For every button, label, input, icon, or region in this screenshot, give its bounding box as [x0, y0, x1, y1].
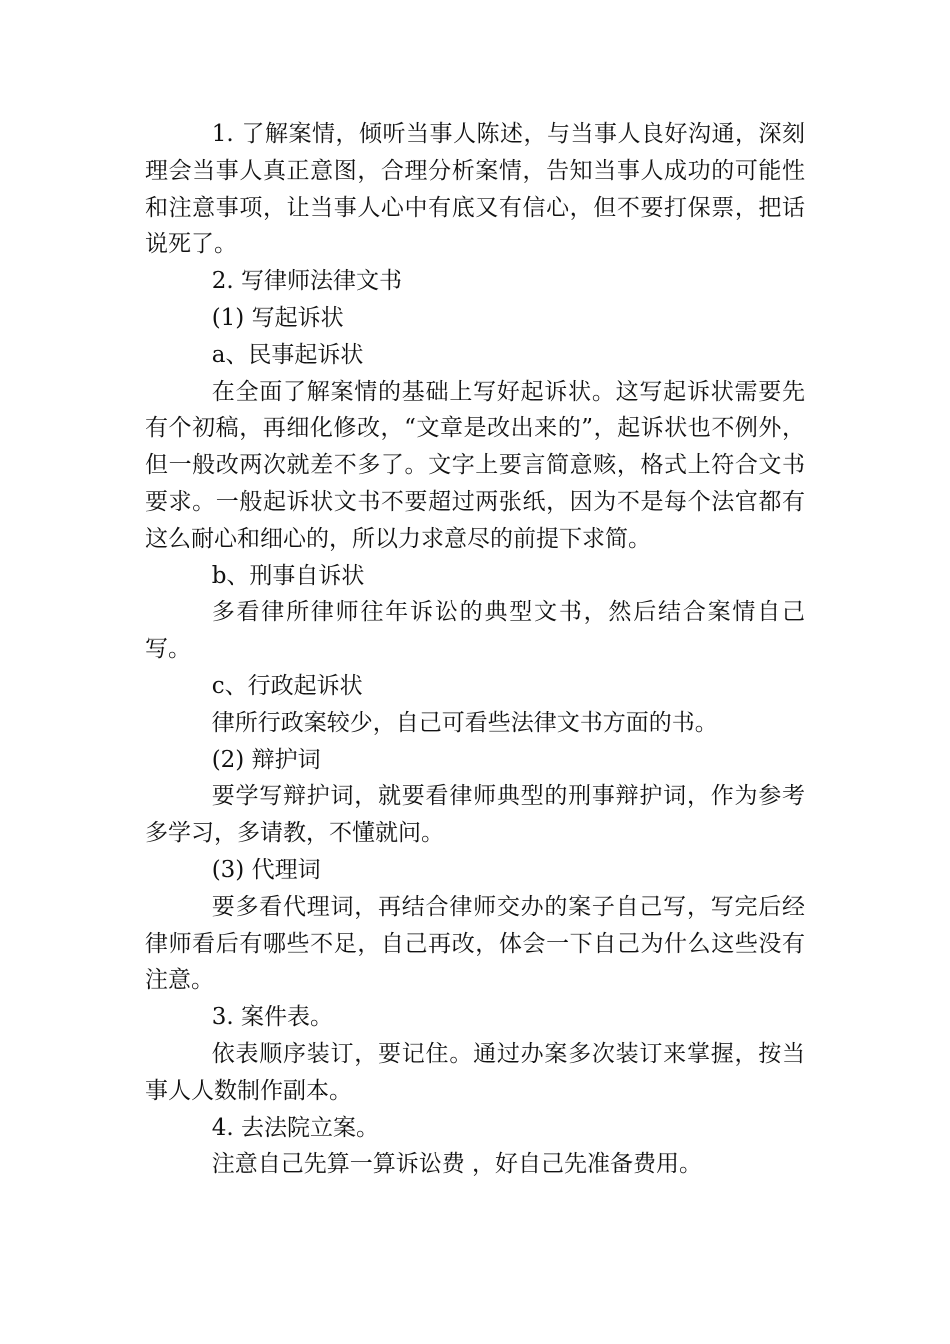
paragraph-criminal-private-prosecution: 多看律所律师往年诉讼的典型文书，然后结合案情自己写。 [145, 599, 805, 663]
paragraph-defense-statement: 要学写辩护词，就要看律师典型的刑事辩护词，作为参考多学习，多请教，不懂就问。 [145, 783, 805, 847]
paragraph-understand-case: 1. 了解案情，倾听当事人陈述，与当事人良好沟通，深刻理会当事人真正意图，合理分析案情，告知当事人成功的可能性和注意事项，让当事人心中有底又有信心，但不要打保票，把话说死了。 [145, 121, 805, 258]
item-administrative-complaint: c、行政起诉状 [211, 672, 363, 699]
subheading-agency-statement: (3) 代理词 [211, 856, 321, 883]
document-body [145, 116, 805, 1183]
paragraph-civil-complaint: 在全面了解案情的基础上写好起诉状。这写起诉状需要先有个初稿，再细化修改，“文章是改出来的”，起诉状也不例外，但一般改两次就差不多了。文字上要言简意赅，格式上符合文书要求。一般起诉状文书不要超过两张纸，因为不是每个法官都有这么耐心和细心的，所以力求意尽的前提下求简。 [145, 378, 805, 552]
paragraph-agency-statement: 要多看代理词，再结合律师交办的案子自己写，写完后经律师看后有哪些不足，自己再改，体会一下自己为什么这些没有注意。 [145, 893, 805, 994]
paragraph-case-form: 依表顺序装订，要记住。通过办案多次装订来掌握，按当事人人数制作副本。 [145, 1040, 805, 1104]
item-civil-complaint: a、民事起诉状 [211, 341, 364, 368]
heading-legal-documents: 2. 写律师法律文书 [211, 268, 402, 295]
paragraph-court-filing: 注意自己先算一算诉讼费 ，好自己先准备费用。 [211, 1151, 702, 1178]
item-criminal-private-prosecution: b、刑事自诉状 [211, 562, 365, 589]
subheading-defense-statement: (2) 辩护词 [211, 746, 321, 773]
heading-court-filing: 4. 去法院立案。 [211, 1114, 379, 1141]
paragraph-administrative-complaint: 律所行政案较少，自己可看些法律文书方面的书。 [211, 709, 718, 736]
heading-case-form: 3. 案件表。 [211, 1004, 333, 1031]
subheading-complaint: (1) 写起诉状 [211, 304, 344, 331]
